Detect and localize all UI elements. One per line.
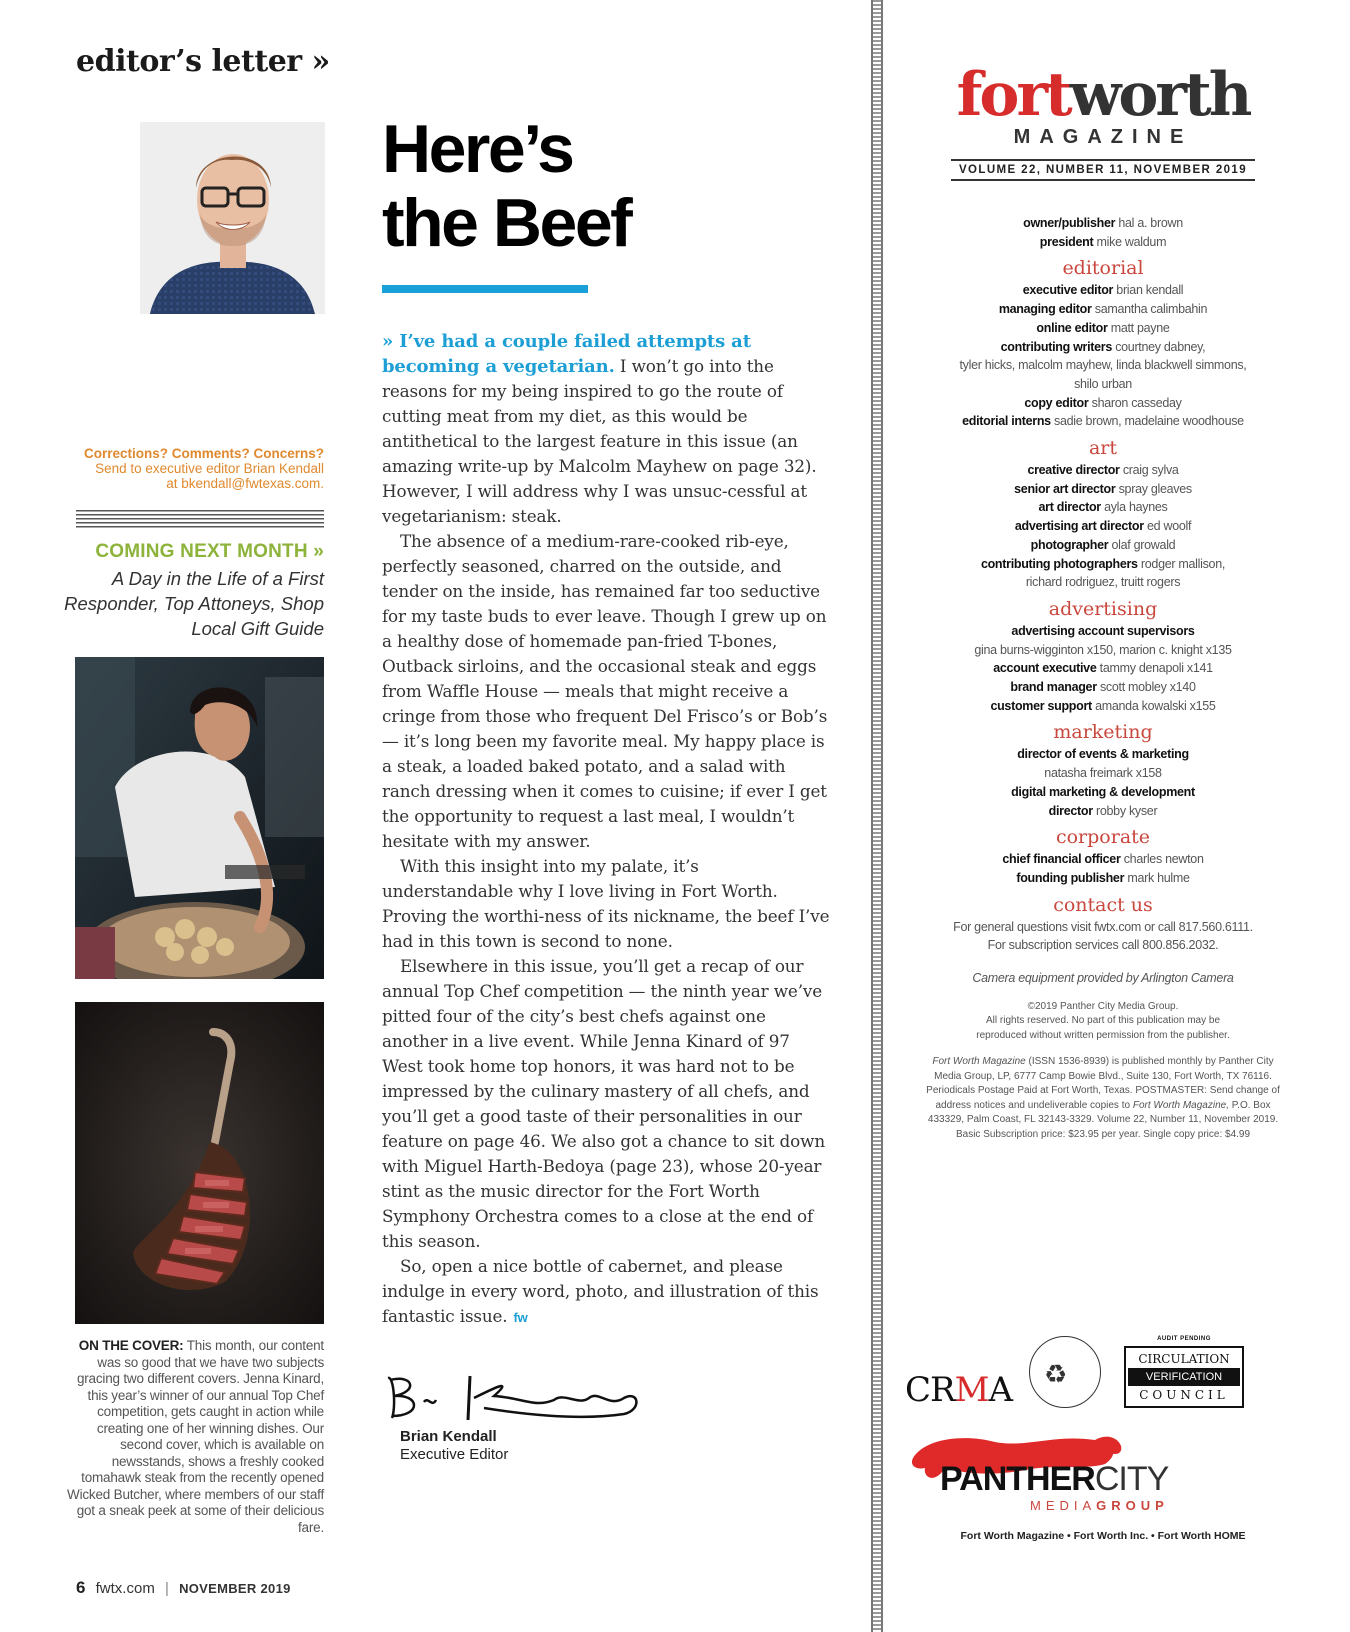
section-corporate: chief financial officer charles newton founding publisher mark hulme: [1002, 852, 1204, 885]
coming-next-month-body: A Day in the Life of a First Responder, Top Attoneys, Shop Local Gift Guide: [64, 568, 324, 639]
signature-title: Executive Editor: [400, 1446, 509, 1463]
signature-name: Brian Kendall: [400, 1428, 497, 1445]
media-group-label: MEDIAGROUP: [1030, 1498, 1169, 1513]
signature-block: [400, 1428, 508, 1464]
article-paragraph-2: The absence of a medium-rare-cooked rib-eye, perfectly seasoned, charred on the outside, and tender on the inside, has remained far too seductive for my taste buds to ever leave. Though I grew up on a healthy dose of homemade pan-fried T-bones, Outback sirloins, and the occasional steak and eggs from Waffle House — meals that might receive a cringe from those who frequent Del Frisco’s or Bob’s — it’s long been my favorite meal. My happy place is a steak, a loaded baked potato, and a salad with ranch dressing when it comes to cuisine; if ever I get the opportunity to request a last meal, I wouldn’t hesitate with my answer.: [382, 531, 828, 851]
headline-line-2: the Beef: [382, 185, 631, 261]
section-editorial: executive editor brian kendall managing editor samantha calimbahin online editor matt payne contributing writers courtney dabney, tyler hicks, malcolm mayhew, linda blackwell simmons, shilo urban copy editor sharon casseday editorial interns sadie brown, madelaine woodhouse: [959, 283, 1247, 429]
section-marketing: director of events & marketing natasha freimark x158 digital marketing & development director robby kyser: [1011, 747, 1195, 818]
cover-caption-body: This month, our content was so good that we have two subjects gracing two different covers. Jenna Kinard, this year’s winner of our annual Top Chef competition, gets caught in action while creating one of her winning dishes. Our second cover, which is available on newsstands, shows a freshly cooked tomahawk steak from the recently opened Wicked Butcher, where members of our staff got a sneak peek at some of their delicious fare.: [67, 1338, 324, 1535]
staff-listing: [893, 214, 1313, 1142]
chef-photo: [75, 657, 324, 979]
crma-logo: CRMA: [905, 1370, 1013, 1410]
article-paragraph-1: [382, 329, 832, 529]
corrections-email-link[interactable]: at bkendall@fwtexas.com.: [166, 476, 324, 491]
page-number: 6: [76, 1578, 86, 1597]
section-marketing-title: marketing: [1053, 721, 1153, 744]
section-advertising-title: advertising: [1048, 597, 1158, 620]
coming-next-month-title: COMING NEXT MONTH »: [95, 541, 324, 562]
article-paragraph-5-text: So, open a nice bottle of cabernet, and please indulge in every word, photo, and illustration of this fantastic issue.: [382, 1256, 819, 1326]
section-advertising: advertising account supervisors gina burns-wigginton x150, marion c. knight x135 account executive tammy denapoli x141 brand manager scott mobley x140 customer support amanda kowalski x155: [974, 623, 1232, 713]
panther-wordmark: PANTHERCITY: [940, 1460, 1169, 1498]
headline-line-1: Here’s: [382, 111, 573, 187]
article-paragraph-5: [382, 1254, 832, 1330]
corrections-lead: Corrections? Comments? Concerns?: [83, 446, 324, 461]
headline-accent-rule: [382, 285, 588, 293]
cover-caption-lead: ON THE COVER:: [78, 1338, 184, 1353]
copyright: ©2019 Panther City Media Group. All rights reserved. No part of this publication may be reproduced without written permission from the publisher.: [976, 1000, 1230, 1041]
section-art: creative director craig sylva senior art director spray gleaves art director ayla haynes advertising art director ed woolf photographer olaf growald contributing photographers rodger mallison, richard rodriguez, truitt rogers: [980, 463, 1226, 590]
steak-photo: [75, 1002, 324, 1324]
article-headline: [382, 112, 630, 260]
section-art-title: art: [1088, 437, 1118, 460]
camera-credit: Camera equipment provided by Arlington Camera: [972, 971, 1234, 986]
article-paragraph-1-text: I won’t go into the reasons for my being inspired to go the route of cutting meat from my diet, as this would be antithetical to the largest feature in this issue (an amazing write-up by Malcolm Mayhew on page 32). However, I will address why I was unsuc-cessful at vegetarianism: steak.: [382, 356, 817, 526]
corrections-note: [60, 446, 324, 491]
decorative-rules: [76, 510, 324, 528]
corrections-line-1: Send to executive editor Brian Kendall: [95, 461, 324, 476]
footer-date: NOVEMBER 2019: [179, 1581, 291, 1596]
article-paragraph-3: With this insight into my palate, it’s understandable why I love living in Fort Worth. Proving the worthi-ness of its nickname, the beef I’ve had in this town is second to none.: [382, 856, 830, 951]
masthead: [893, 60, 1313, 181]
article-body: [382, 329, 832, 1330]
column-divider: [871, 0, 883, 1632]
editor-signature: [384, 1368, 654, 1430]
section-tag: editor’s letter »: [76, 44, 330, 79]
partner-logos: [905, 1336, 1325, 1416]
fort-worth-logo: fortworth: [956, 60, 1250, 130]
staff-top: owner/publisher hal a. brown president mike waldum: [1023, 216, 1183, 249]
cover-caption: [60, 1338, 324, 1536]
section-contact: [893, 918, 1313, 955]
editor-portrait: [140, 122, 325, 314]
cvc-logo: AUDIT PENDING CIRCULATION VERIFICATION COUNCIL: [1124, 1336, 1244, 1408]
section-corporate-title: corporate: [1055, 826, 1151, 849]
contact-line-2: For subscription services call 800.856.2032.: [987, 938, 1219, 953]
volume-line: VOLUME 22, NUMBER 11, NOVEMBER 2019: [951, 159, 1255, 181]
panther-city-logo: [905, 1424, 1235, 1520]
section-editorial-title: editorial: [1062, 257, 1144, 280]
footer-site-link[interactable]: fwtx.com: [95, 1580, 155, 1597]
contact-line-1: For general questions visit fwtx.com or call 817.560.6111.: [953, 919, 1253, 934]
postal-statement: Fort Worth Magazine (ISSN 1536-8939) is published monthly by Panther City Media Group, LP, 6777 Camp Bowie Blvd., Suite 130, Fort Worth, TX 76116. Periodicals Postage Paid at Fort Worth, Texas. POSTMASTER: Send change of address notices and undeliverable copies to Fort Worth Magazine, P.O. Box 433329, Palm Coast, FL 32143-3329. Volume 22, Number 11, November 2019. Basic Subscription price: $23.95 per year. Single copy price: $4.99: [926, 1056, 1280, 1140]
article-lead-in: » I’ve had a couple failed attempts at becoming a vegetarian.: [382, 331, 751, 377]
logo-magazine-label: MAGAZINE: [1013, 126, 1193, 148]
page-footer: [76, 1578, 291, 1598]
recycle-icon: ♻: [1029, 1336, 1101, 1408]
end-mark: fw: [513, 1310, 528, 1325]
section-contact-title: contact us: [1053, 893, 1153, 916]
brand-list: Fort Worth Magazine • Fort Worth Inc. • Fort Worth HOME: [960, 1530, 1246, 1542]
article-paragraph-4: Elsewhere in this issue, you’ll get a recap of our annual Top Chef competition — the ninth year we’ve pitted four of the city’s best chefs against one another in a live event. While Jenna Kinard of 97 West took home top honors, it was hard not to be impressed by the culinary mastery of all chefs, and you’ll get a good taste of their personalities in our feature on page 46. We also got a chance to sit down with Miguel Harth-Bedoya (page 23), whose 20-year stint as the music director for the Fort Worth Symphony Orchestra comes to a close at the end of this season.: [382, 956, 825, 1251]
footer-separator: |: [165, 1580, 169, 1597]
